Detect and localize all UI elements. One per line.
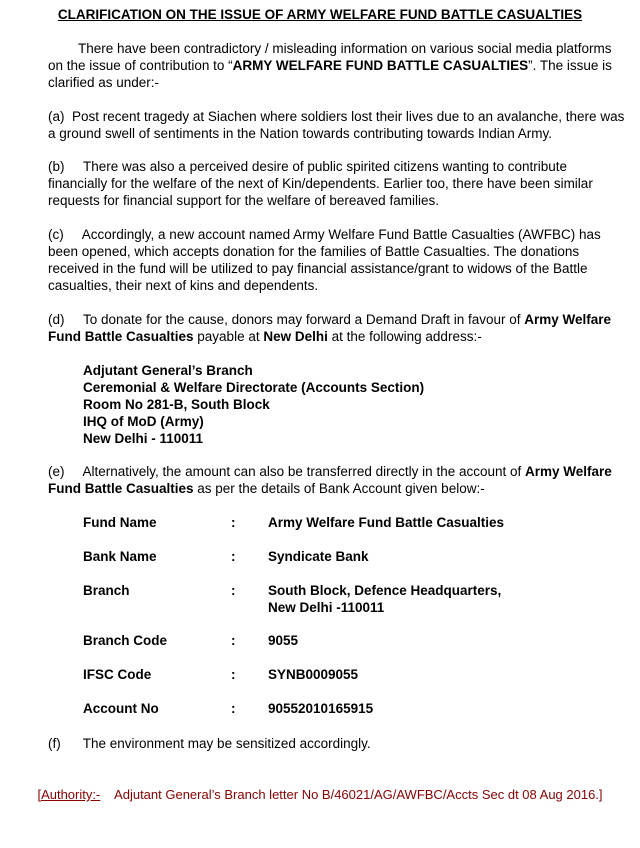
bank-row-colon: : — [231, 515, 236, 530]
authority-label: [Authority:- — [37, 787, 101, 802]
address-line: Ceremonial & Welfare Directorate (Accounts Section) — [83, 380, 425, 395]
bank-row-value: Syndicate Bank — [268, 549, 369, 564]
bank-row-key: IFSC Code — [83, 667, 152, 682]
bank-row-value: SYNB0009055 — [268, 667, 359, 682]
bank-row-key: Account No — [83, 701, 159, 716]
bank-row-key: Branch — [83, 583, 130, 598]
intro-bold-text: ARMY WELFARE FUND BATTLE CASUALTIES — [232, 58, 529, 73]
bank-row-colon: : — [231, 633, 236, 648]
paragraph-a — [48, 108, 628, 142]
paragraph-b-label: (b) — [48, 159, 65, 174]
fund-name-bold: Army Welfare Fund Battle Casualties — [48, 464, 612, 496]
address-line: IHQ of MoD (Army) — [83, 414, 204, 429]
bank-row-value: South Block, Defence Headquarters, — [268, 583, 502, 598]
paragraph-d — [48, 311, 628, 345]
address-line: New Delhi - 110011 — [83, 431, 204, 446]
bank-row-colon: : — [231, 549, 236, 564]
authority-note — [0, 786, 640, 803]
document-title: CLARIFICATION ON THE ISSUE OF ARMY WELFARE FUND BATTLE CASUALTIES — [57, 7, 583, 22]
fund-name-bold: Army Welfare Fund Battle Casualties — [48, 312, 612, 344]
bank-row-value-line2: New Delhi -110011 — [268, 600, 385, 615]
address-line: Adjutant General’s Branch — [83, 363, 253, 378]
paragraph-f-label: (f) — [48, 736, 61, 751]
paragraph-c-text: Accordingly, a new account named Army Welfare Fund Battle Casualties (AWFBC) has been opened, which accepts donation for the families of Battle Casualties. The donations received in the fund will be utilized to pay financial assistance/grant to widows of the Battle casualties, their next of kins and dependents. — [48, 227, 601, 293]
paragraph-c-label: (c) — [48, 227, 64, 242]
intro-text-end: ”. The issue is clarified as under:- — [48, 58, 612, 90]
intro-paragraph — [48, 40, 628, 91]
paragraph-b-text: There was also a perceived desire of public spirited citizens wanting to contribute financially for the welfare of the next of Kin/dependents. Earlier too, there have been similar requests for financial support for the welfare of bereaved families. — [48, 159, 593, 208]
paragraph-e — [48, 463, 628, 497]
paragraph-b — [48, 158, 628, 209]
paragraph-e-label: (e) — [48, 464, 65, 479]
intro-text: There have been contradictory / misleading information on various social media platforms on the issue of contribution to “ — [48, 41, 612, 73]
bank-row-key: Branch Code — [83, 633, 168, 648]
paragraph-d-label: (d) — [48, 312, 65, 327]
bank-row-colon: : — [231, 667, 236, 682]
city-bold: New Delhi — [263, 329, 328, 344]
bank-row-value: 90552010165915 — [268, 701, 374, 716]
address-line: Room No 281-B, South Block — [83, 397, 270, 412]
paragraph-d-text-2: payable at — [193, 329, 264, 344]
postal-address — [83, 362, 424, 447]
paragraph-e-text: Alternatively, the amount can also be transferred directly in the account of — [82, 464, 526, 479]
paragraph-c — [48, 226, 628, 294]
bank-row-key: Bank Name — [83, 549, 157, 564]
paragraph-a-text: Post recent tragedy at Siachen where soldiers lost their lives due to an avalanche, there was a ground swell of sentiments in the Nation towards contributing towards Indian Army. — [48, 109, 625, 141]
bank-row-value: 9055 — [268, 633, 299, 648]
paragraph-d-text: To donate for the cause, donors may forward a Demand Draft in favour of — [83, 312, 525, 327]
bank-row-colon: : — [231, 583, 236, 598]
paragraph-f — [48, 735, 628, 752]
paragraph-f-text: The environment may be sensitized accordingly. — [82, 736, 371, 751]
authority-text: Adjutant General’s Branch letter No B/46021/AG/AWFBC/Accts Sec dt 08 Aug 2016.] — [114, 787, 603, 802]
paragraph-e-text-2: as per the details of Bank Account given below:- — [193, 481, 485, 496]
bank-row-value: Army Welfare Fund Battle Casualties — [268, 515, 505, 530]
bank-row-key: Fund Name — [83, 515, 157, 530]
paragraph-a-label: (a) — [48, 109, 65, 124]
bank-row-colon: : — [231, 701, 236, 716]
paragraph-d-text-3: at the following address:- — [327, 329, 482, 344]
